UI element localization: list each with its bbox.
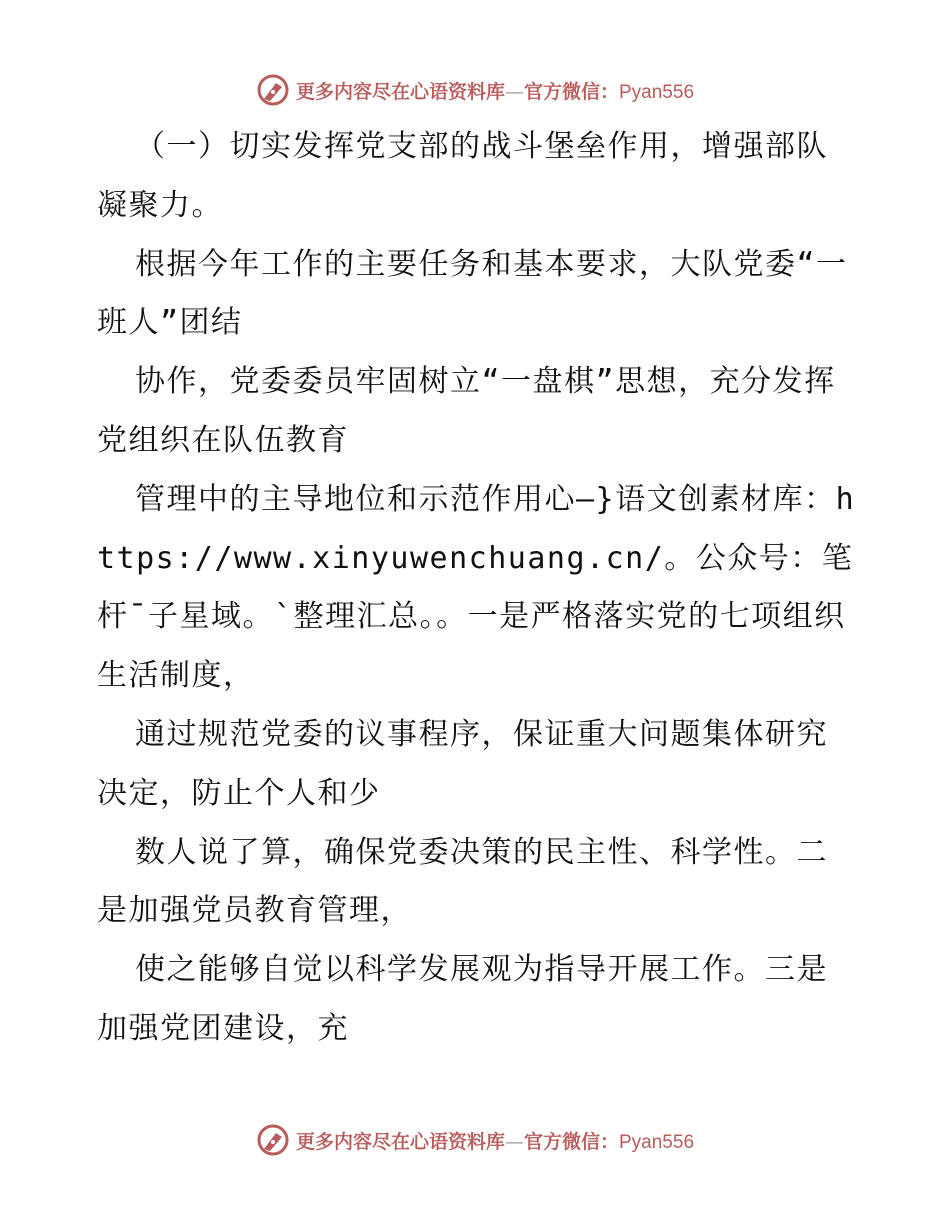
paragraph: 协作，党委委员牢固树立“一盘棋”思想，充分发挥党组织在队伍教育 — [97, 364, 836, 458]
pen-nib-logo-icon — [256, 1123, 290, 1157]
footer-banner-text — [296, 1127, 694, 1154]
header-banner-wechat-label: 官方微信： — [523, 80, 619, 103]
paragraph: （一）切实发挥党支部的战斗堡垒作用，增强部队凝聚力。 — [97, 129, 828, 223]
footer-banner-dash: — — [504, 1130, 524, 1153]
footer-banner-inner — [256, 1123, 694, 1157]
header-banner-text — [296, 77, 694, 104]
paragraph: 数人说了算，确保党委决策的民主性、科学性。二是加强党员教育管理， — [97, 834, 828, 929]
body-content — [97, 118, 857, 1059]
header-banner-dash: — — [504, 80, 524, 103]
header-banner-title: 更多内容尽在心语资料库 — [295, 80, 505, 103]
pen-nib-logo-icon — [256, 73, 290, 107]
paragraph: 通过规范党委的议事程序，保证重大问题集体研究决定，防止个人和少 — [97, 716, 828, 811]
footer-banner — [0, 1120, 950, 1160]
footer-banner-wechat-label: 官方微信： — [523, 1130, 619, 1153]
footer-banner-wechat-id: Pyan556 — [619, 1131, 695, 1153]
paragraph: 根据今年工作的主要任务和基本要求，大队党委“一班人”团结 — [97, 246, 848, 341]
footer-banner-title: 更多内容尽在心语资料库 — [295, 1130, 505, 1153]
header-banner — [0, 70, 950, 110]
header-banner-wechat-id: Pyan556 — [619, 81, 695, 103]
header-banner-inner — [256, 73, 694, 107]
paragraph: 使之能够自觉以科学发展观为指导开展工作。三是加强党团建设，充 — [97, 952, 828, 1046]
paragraph: 管理中的主导地位和示范作用心—}语文创素材库：https://www.xinyuwenchuang.cn/。公众号：笔杆¯子星域。`整理汇总。。一是严格落实党的七项组织生活制度， — [97, 481, 856, 694]
